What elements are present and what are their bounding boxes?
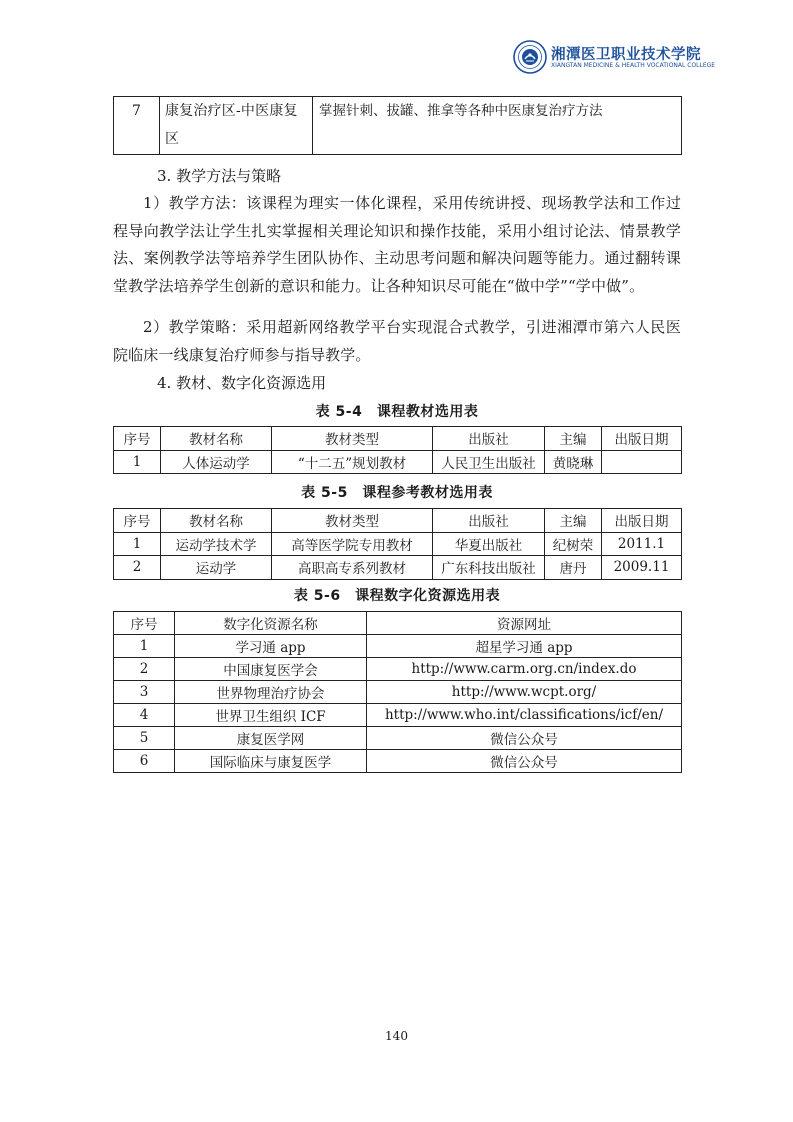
table-row — [114, 704, 682, 727]
table-row — [114, 556, 682, 580]
table-cell: 1 — [114, 635, 175, 658]
table-cell: 黄晓琳 — [545, 450, 602, 474]
table-5-4 — [113, 426, 682, 474]
table-cell: 国际临床与康复医学 — [175, 750, 367, 773]
table-5-5-caption: 表 5-5 课程参考教材选用表 — [301, 485, 493, 501]
header-cell: 出版日期 — [602, 427, 682, 451]
table-cell-num: 7 — [114, 97, 160, 155]
table-cell: 人体运动学 — [161, 450, 272, 474]
table-cell: 超星学习通 app — [367, 635, 682, 658]
table-cell: 2009.11 — [602, 556, 682, 580]
table-cell: 世界物理治疗协会 — [175, 681, 367, 704]
table-cell: 2011.1 — [602, 532, 682, 556]
table-cell: 高职高专系列教材 — [272, 556, 433, 580]
table-cell: 5 — [114, 727, 175, 750]
table-row — [114, 635, 682, 658]
header-cell: 教材类型 — [272, 427, 433, 451]
table-cell: 运动学 — [161, 556, 272, 580]
table-row — [114, 681, 682, 704]
header-cell: 资源网址 — [367, 612, 682, 635]
table-cell: 3 — [114, 681, 175, 704]
school-name-cn: 湘潭医卫职业技术学院 — [551, 46, 701, 63]
table-cell: 运动学技术学 — [161, 532, 272, 556]
header-cell: 出版社 — [433, 427, 545, 451]
table-cell: 中国康复医学会 — [175, 658, 367, 681]
section-4-heading: 4. 教材、数字化资源选用 — [157, 374, 327, 392]
training-area-table — [113, 96, 682, 155]
table-cell: 1 — [114, 532, 161, 556]
table-row — [114, 750, 682, 773]
table-cell: 人民卫生出版社 — [433, 450, 545, 474]
area-line-1: 康复治疗区-中医康复 — [165, 103, 298, 119]
table-cell: 微信公众号 — [367, 727, 682, 750]
table-header-row — [114, 509, 682, 533]
header-cell: 教材名称 — [161, 509, 272, 533]
table-row — [114, 727, 682, 750]
header-cell: 数字化资源名称 — [175, 612, 367, 635]
table-5-4-caption: 表 5-4 课程教材选用表 — [315, 404, 479, 420]
area-line-2: 区 — [165, 131, 180, 147]
header-cell: 出版社 — [433, 509, 545, 533]
teaching-method-paragraph: 1）教学方法：该课程为理实一体化课程，采用传统讲授、现场教学法和工作过程导向教学法让学生扎实掌握相关理论知识和操作技能，采用小组讨论法、情景教学法、案例教学法等培养学生团队协作、主动思考问题和解决问题等能力。通过翻转课堂教学法培养学生创新的意识和能力。让各种知识尽可能在“做中学”“学中做”。 — [113, 194, 681, 295]
table-cell-area — [160, 97, 313, 155]
table-5-6-caption: 表 5-6 课程数字化资源选用表 — [293, 588, 501, 604]
table-cell: 1 — [114, 450, 161, 474]
table-5-5 — [113, 508, 682, 580]
table-cell-url: http://www.carm.org.cn/index.do — [367, 658, 682, 681]
table-cell: “十二五”规划教材 — [272, 450, 433, 474]
page-number: 140 — [385, 1029, 408, 1043]
table-cell — [602, 450, 682, 474]
header-cell: 教材类型 — [272, 509, 433, 533]
table-cell: 微信公众号 — [367, 750, 682, 773]
table-cell: 2 — [114, 658, 175, 681]
table-row — [114, 97, 682, 155]
header-cell: 出版日期 — [602, 509, 682, 533]
table-cell: 华夏出版社 — [433, 532, 545, 556]
table-cell: 学习通 app — [175, 635, 367, 658]
school-name-en: XIANGTAN MEDICINE & HEALTH VOCATIONAL COLLEGE — [551, 62, 716, 69]
school-seal-icon — [513, 40, 547, 74]
table-row — [114, 450, 682, 474]
table-cell-desc: 掌握针刺、拔罐、推拿等各种中医康复治疗方法 — [313, 97, 682, 155]
header-cell: 序号 — [114, 612, 175, 635]
table-cell-url: http://www.wcpt.org/ — [367, 681, 682, 704]
table-cell: 4 — [114, 704, 175, 727]
header-cell: 主编 — [545, 509, 602, 533]
table-cell: 2 — [114, 556, 161, 580]
table-cell: 世界卫生组织 ICF — [175, 704, 367, 727]
school-logo — [513, 40, 716, 76]
table-cell: 高等医学院专用教材 — [272, 532, 433, 556]
header-cell: 教材名称 — [161, 427, 272, 451]
table-header-row — [114, 612, 682, 635]
table-header-row — [114, 427, 682, 451]
header-cell: 主编 — [545, 427, 602, 451]
section-3-heading: 3. 教学方法与策略 — [157, 167, 282, 185]
table-cell-url: http://www.who.int/classifications/icf/en/ — [367, 704, 682, 727]
table-row — [114, 658, 682, 681]
table-cell: 纪树荣 — [545, 532, 602, 556]
header-cell: 序号 — [114, 427, 161, 451]
table-5-6 — [113, 611, 682, 773]
teaching-strategy-paragraph: 2）教学策略：采用超新网络教学平台实现混合式教学，引进湘潭市第六人民医院临床一线康复治疗师参与指导教学。 — [113, 318, 681, 364]
table-cell: 唐丹 — [545, 556, 602, 580]
table-cell: 6 — [114, 750, 175, 773]
table-row — [114, 532, 682, 556]
table-cell: 广东科技出版社 — [433, 556, 545, 580]
table-cell: 康复医学网 — [175, 727, 367, 750]
header-cell: 序号 — [114, 509, 161, 533]
